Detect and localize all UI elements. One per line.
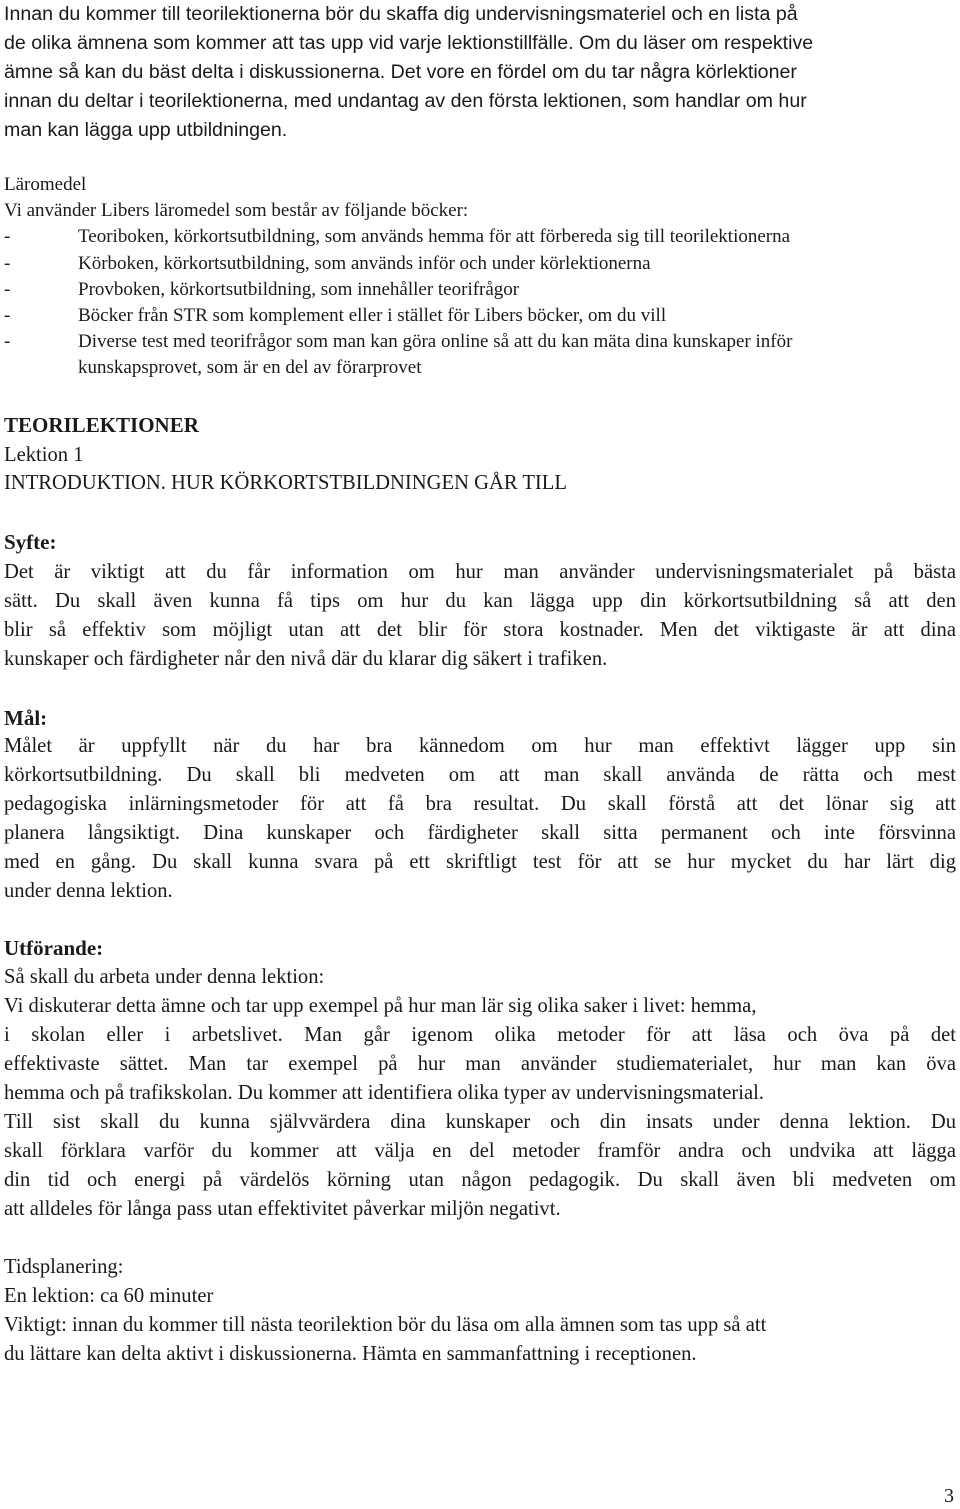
intro-line: de olika ämnena som kommer att tas upp vid varje lektionstillfälle. Om du läser om respektive [4, 32, 814, 54]
list-item-continuation: kunskapsprovet, som är en del av förarprovet [78, 357, 422, 378]
mal-line: under denna lektion. [4, 880, 173, 902]
mal-line: körkortsutbildning. Du skall bli medveten om att man skall använda de rätta och mest [4, 764, 956, 786]
list-bullet: - [4, 331, 11, 352]
list-item: Diverse test med teorifrågor som man kan göra online så att du kan mäta dina kunskaper inför [78, 331, 793, 352]
laromedel-heading: Läromedel [4, 174, 87, 195]
tidsplanering-line: En lektion: ca 60 minuter [4, 1285, 214, 1307]
syfte-line: blir så effektiv som möjligt utan att det blir för stora kostnader. Men det viktigaste är att dina [4, 619, 956, 641]
mal-heading: Mål: [4, 706, 48, 730]
utforande-line: din tid och energi på värdelös körning utan någon pedagogik. Du skall även bli medveten om [4, 1169, 956, 1191]
mal-line: pedagogiska inlärningsmetoder för att få bra resultat. Du skall förstå att det lönar sig att [4, 793, 956, 815]
utforande-line: i skolan eller i arbetslivet. Man går igenom olika metoder för att läsa och öva på det [4, 1024, 956, 1046]
syfte-heading: Syfte: [4, 530, 57, 554]
tidsplanering-heading: Tidsplanering: [4, 1256, 124, 1278]
utforande-line: att alldeles för långa pass utan effektivitet påverkar miljön negativt. [4, 1198, 561, 1220]
utforande-line: skall förklara varför du kommer att välja en del metoder framför andra och undvika att lägga [4, 1140, 956, 1162]
intro-line: innan du deltar i teorilektionerna, med undantag av den första lektionen, som handlar om hur [4, 90, 807, 112]
tidsplanering-line: Viktigt: innan du kommer till nästa teorilektion bör du läsa om alla ämnen som tas upp så att [4, 1314, 767, 1336]
laromedel-intro: Vi använder Libers läromedel som består av följande böcker: [4, 200, 469, 221]
utforande-line: Till sist skall du kunna självvärdera dina kunskaper och din insats under denna lektion. Du [4, 1111, 956, 1133]
syfte-line: sätt. Du skall även kunna få tips om hur du kan lägga upp din körkortsutbildning så att den [4, 590, 956, 612]
utforande-line: hemma och på trafikskolan. Du kommer att identifiera olika typer av undervisningsmaterial. [4, 1082, 765, 1104]
list-bullet: - [4, 279, 11, 300]
utforande-line: effektivaste sättet. Man tar exempel på hur man använder studiematerialet, hur man kan öva [4, 1053, 956, 1075]
mal-line: med en gång. Du skall kunna svara på ett skriftligt test för att se hur mycket du har lärt dig [4, 851, 956, 873]
lesson-topic: INTRODUKTION. HUR KÖRKORTSTBILDNINGEN GÅR TILL [4, 472, 567, 494]
list-item: Provboken, körkortsutbildning, som innehåller teorifrågor [78, 279, 520, 300]
list-bullet: - [4, 305, 11, 326]
list-item: Körboken, körkortsutbildning, som används inför och under körlektionerna [78, 253, 651, 274]
tidsplanering-line: du lättare kan delta aktivt i diskussionerna. Hämta en sammanfattning i receptionen. [4, 1343, 697, 1365]
syfte-line: Det är viktigt att du får information om hur man använder undervisningsmaterialet på bästa [4, 561, 956, 583]
lesson-number: Lektion 1 [4, 444, 84, 466]
intro-line: man kan lägga upp utbildningen. [4, 119, 288, 141]
list-item: Böcker från STR som komplement eller i stället för Libers böcker, om du vill [78, 305, 667, 326]
utforande-heading: Utförande: [4, 936, 104, 960]
utforande-line: Så skall du arbeta under denna lektion: [4, 966, 325, 988]
mal-line: planera långsiktigt. Dina kunskaper och färdigheter skall sitta permanent och inte försvinna [4, 822, 956, 844]
intro-line: Innan du kommer till teorilektionerna bör du skaffa dig undervisningsmateriel och en lista på [4, 3, 798, 25]
list-bullet: - [4, 253, 11, 274]
syfte-line: kunskaper och färdigheter når den nivå där du klarar dig säkert i trafiken. [4, 648, 608, 670]
mal-line: Målet är uppfyllt när du har bra kännedom om hur man effektivt lägger upp sin [4, 735, 956, 757]
list-item: Teoriboken, körkortsutbildning, som används hemma för att förbereda sig till teorilektionerna [78, 226, 791, 247]
section-title: TEORILEKTIONER [4, 413, 199, 437]
utforande-line: Vi diskuterar detta ämne och tar upp exempel på hur man lär sig olika saker i livet: hemma, [4, 995, 757, 1017]
list-bullet: - [4, 226, 11, 247]
intro-line: ämne så kan du bäst delta i diskussionerna. Det vore en fördel om du tar några körlektioner [4, 61, 797, 83]
page-number: 3 [944, 1485, 954, 1507]
